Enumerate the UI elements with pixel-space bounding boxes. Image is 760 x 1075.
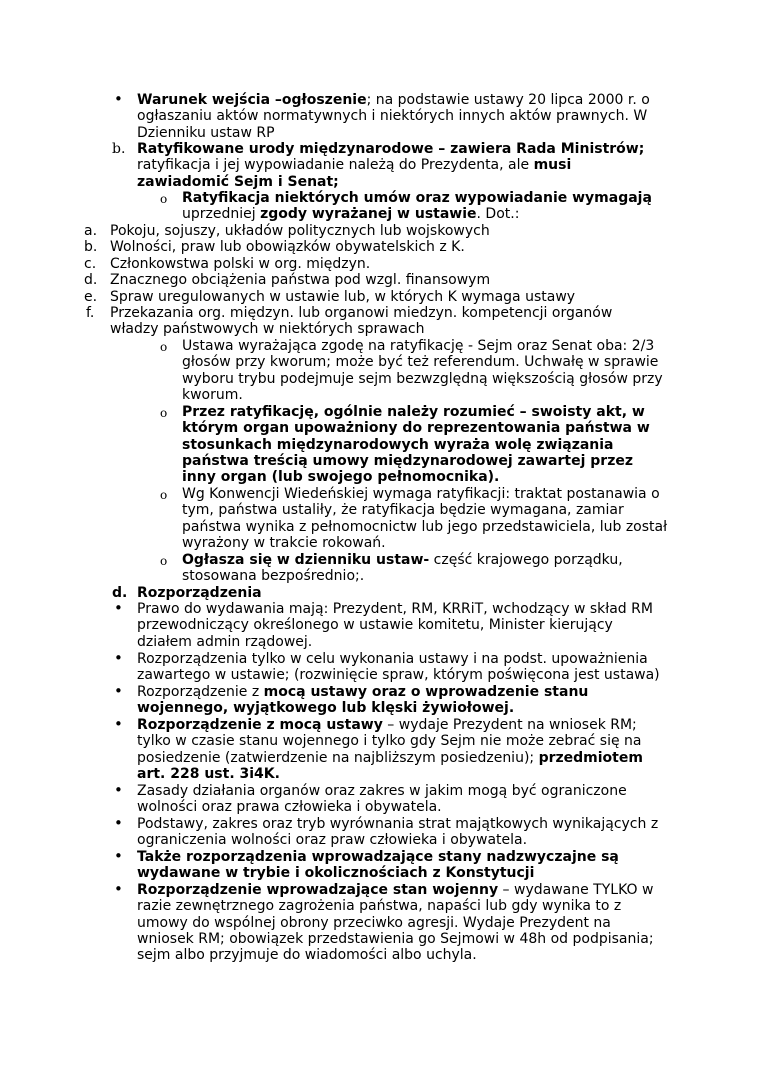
list-item-line: [182, 420, 650, 436]
text: wniosek RM; obowiązek przedstawienia go Sejmowi w 48h od podpisania;: [137, 930, 654, 947]
text: . Dot.:: [476, 206, 520, 223]
list-item-line: [182, 519, 667, 535]
list-item-line: [137, 766, 280, 782]
list-item-line: [182, 502, 624, 518]
list-item-line: [110, 305, 612, 321]
text: tym, państwa ustaliły, że ratyfikacja będzie wymagana, zamiar: [182, 502, 624, 519]
bold-text: Ratyfikowane urody międzynarodowe – zawiera Rada Ministrów;: [137, 141, 645, 157]
text: umowy do wspólnej obrony przeciwko agresji. Wydaje Prezydent na: [137, 914, 611, 931]
text: głosów przy kworum; może być też referendum. Uchwałę w sprawie: [182, 354, 659, 371]
list-item-line: [182, 568, 364, 584]
text: zawartego w ustawie; (rozwinięcie spraw, którym poświęcona jest ustawa): [137, 667, 660, 684]
list-item-line: [137, 174, 339, 190]
list-item-line: [182, 535, 386, 551]
list-item-line: [137, 816, 658, 832]
bullet-marker: •: [114, 847, 123, 865]
list-item-line: [110, 223, 490, 239]
list-letter-marker: f.: [86, 305, 95, 321]
list-item-line: [110, 272, 490, 288]
bold-text: Także rozporządzenia wprowadzające stany nadzwyczajne są: [137, 849, 619, 865]
text: tylko w czasie stanu wojennego i tylko gdy Sejm nie może zebrać się na: [137, 733, 642, 750]
sub-bullet-marker: o: [160, 340, 168, 354]
bold-text: którym organ upoważniony do reprezentowania państwa w: [182, 420, 650, 437]
list-item-line: [137, 750, 643, 766]
text: uprzedniej: [182, 206, 261, 223]
text: Przekazania org. międzyn. lub organowi miedzyn. kompetencji organów: [110, 305, 613, 321]
bold-text: Rozporządzenia: [137, 585, 262, 601]
text: Wolności, praw lub obowiązków obywatelskich z K.: [110, 239, 465, 255]
text: Rozporządzenia tylko w celu wykonania ustawy i na podst. upoważnienia: [137, 651, 648, 667]
list-item-line: [137, 585, 262, 601]
list-item-line: [110, 321, 425, 337]
list-letter-marker: d.: [112, 585, 128, 601]
list-item-line: [110, 256, 370, 272]
list-item-line: [137, 125, 275, 141]
text: Dzienniku ustaw RP: [137, 124, 275, 141]
list-item-line: [137, 717, 637, 733]
list-item-line: [137, 601, 653, 617]
text: Zasady działania organów oraz zakres w jakim mogą być ograniczone: [137, 783, 627, 799]
bold-text: zawiadomić Sejm i Senat;: [137, 173, 339, 190]
list-item-line: [137, 651, 648, 667]
list-item-line: [182, 338, 654, 354]
list-item-line: [110, 239, 465, 255]
list-letter-marker: d.: [84, 272, 98, 288]
text: sejm albo przyjmuje do wiadomości albo uchyla.: [137, 947, 477, 964]
list-item-line: [137, 931, 654, 947]
text: ogłaszaniu aktów normatywnych i niektórych innych aktów prawnych. W: [137, 108, 648, 125]
bold-text: Rozporządzenie wprowadzające stan wojenny: [137, 882, 499, 898]
bold-text: przedmiotem: [538, 749, 643, 766]
list-item-line: [137, 108, 647, 124]
text: wolności oraz prawa człowieka i obywatela.: [137, 799, 442, 816]
text: Prawo do wydawania mają: Prezydent, RM, KRRiT, wchodzący w skład RM: [137, 601, 653, 617]
text: kworum.: [182, 386, 243, 403]
list-item-line: [182, 469, 499, 485]
text: Pokoju, sojuszy, układów politycznych lub wojskowych: [110, 223, 490, 239]
list-item-line: [137, 898, 621, 914]
bold-text: mocą ustawy oraz o wprowadzenie stanu: [263, 684, 589, 700]
list-item-line: [137, 832, 527, 848]
list-item-line: [182, 552, 623, 568]
list-item-line: [137, 667, 660, 683]
text: ; na podstawie ustawy 20 lipca 2000 r. o: [366, 92, 650, 108]
text: stosowana bezpośrednio;.: [182, 568, 365, 585]
list-item-line: [182, 387, 243, 403]
list-item-line: [182, 453, 633, 469]
list-item-line: [182, 486, 660, 502]
bold-text: musi: [533, 157, 572, 174]
text: wyrażony w trakcie rokowań.: [182, 534, 386, 551]
text: działem admin rządowej.: [137, 633, 313, 650]
list-item-line: [182, 371, 663, 387]
list-item-line: [182, 437, 614, 453]
bullet-marker: •: [114, 682, 123, 700]
list-letter-marker: b.: [112, 141, 126, 157]
list-item-line: [137, 684, 588, 700]
list-item-line: [137, 783, 627, 799]
list-item-line: [137, 915, 611, 931]
text: przewodniczący określonego w ustawie komitetu, Minister kierujący: [137, 617, 613, 634]
list-item-line: [137, 882, 653, 898]
list-item-line: [137, 617, 613, 633]
bullet-marker: •: [114, 880, 123, 898]
list-item-line: [182, 354, 658, 370]
text: władzy państwowych w niektórych sprawach: [110, 321, 425, 338]
bullet-marker: •: [114, 814, 123, 832]
text: część krajowego porządku,: [429, 552, 623, 568]
list-item-line: [110, 289, 575, 305]
list-item-line: [137, 157, 571, 173]
bold-text: Przez ratyfikację, ogólnie należy rozumieć – swoisty akt, w: [182, 404, 645, 420]
bold-text: państwa treścią umowy międzynarodowej zawartej przez: [182, 452, 633, 469]
bullet-marker: •: [114, 649, 123, 667]
bullet-marker: •: [114, 90, 123, 108]
list-item-line: [137, 947, 477, 963]
text: Podstawy, zakres oraz tryb wyrównania strat majątkowych wynikających z: [137, 816, 659, 832]
bold-text: Rozporządzenie z mocą ustawy: [137, 717, 383, 733]
list-item-line: [137, 849, 619, 865]
list-item-line: [137, 799, 442, 815]
sub-bullet-marker: o: [160, 488, 168, 502]
list-item-line: [182, 404, 645, 420]
sub-bullet-marker: o: [160, 554, 168, 568]
text: Spraw uregulowanych w ustawie lub, w których K wymaga ustawy: [110, 289, 576, 305]
bullet-marker: •: [114, 599, 123, 617]
list-item-line: [137, 700, 514, 716]
list-item-line: [182, 206, 519, 222]
sub-bullet-marker: o: [160, 406, 168, 420]
bold-text: zgody wyrażanej w ustawie: [260, 206, 477, 223]
sub-bullet-marker: o: [160, 192, 168, 206]
bold-text: inny organ (lub swojego pełnomocnika).: [182, 469, 500, 486]
text: państwa wynika z pełnomocnictw lub jego przedstawiciela, lub został: [182, 518, 668, 535]
list-item-line: [137, 634, 312, 650]
list-letter-marker: a.: [84, 223, 98, 239]
list-item-line: [137, 733, 642, 749]
text: – wydawane TYLKO w: [498, 882, 654, 898]
bold-text: wojennego, wyjątkowego lub klęski żywiołowej.: [137, 700, 515, 717]
list-item-line: [137, 141, 644, 157]
text: Członkowstwa polski w org. międzyn.: [110, 256, 371, 272]
bold-text: art. 228 ust. 3i4K.: [137, 765, 280, 782]
list-item-line: [137, 865, 534, 881]
list-item-line: [182, 190, 652, 206]
text: ograniczenia wolności oraz praw człowieka i obywatela.: [137, 832, 528, 849]
text: Ustawa wyrażająca zgodę na ratyfikację - Sejm oraz Senat oba: 2/3: [182, 338, 655, 354]
bold-text: Ogłasza się w dzienniku ustaw-: [182, 552, 430, 568]
bullet-marker: •: [114, 715, 123, 733]
bold-text: Warunek wejścia –ogłoszenie: [137, 92, 367, 108]
text: razie zewnętrznego zagrożenia państwa, napaści lub gdy wynika to z: [137, 898, 622, 915]
bullet-marker: •: [114, 781, 123, 799]
list-letter-marker: c.: [84, 256, 97, 272]
list-item-line: [137, 92, 650, 108]
bold-text: wydawane w trybie i okolicznościach z Konstytucji: [137, 865, 535, 882]
text: Rozporządzenie z: [137, 684, 264, 700]
text: Wg Konwencji Wiedeńskiej wymaga ratyfikacji: traktat postanawia o: [182, 486, 660, 502]
bold-text: Ratyfikacja niektórych umów oraz wypowiadanie wymagają: [182, 190, 652, 206]
text: wyboru trybu podejmuje sejm bezwzględną większością głosów przy: [182, 370, 663, 387]
text: Znacznego obciążenia państwa pod wzgl. finansowym: [110, 272, 491, 288]
list-letter-marker: e.: [84, 289, 98, 305]
list-letter-marker: b.: [84, 239, 98, 255]
text: posiedzenie (zatwierdzenie na najbliższym posiedzeniu);: [137, 749, 539, 766]
text: – wydaje Prezydent na wniosek RM;: [382, 717, 637, 733]
text: ratyfikacja i jej wypowiadanie należą do Prezydenta, ale: [137, 157, 534, 174]
bold-text: stosunkach międzynarodowych wyraża wolę związania: [182, 436, 614, 453]
